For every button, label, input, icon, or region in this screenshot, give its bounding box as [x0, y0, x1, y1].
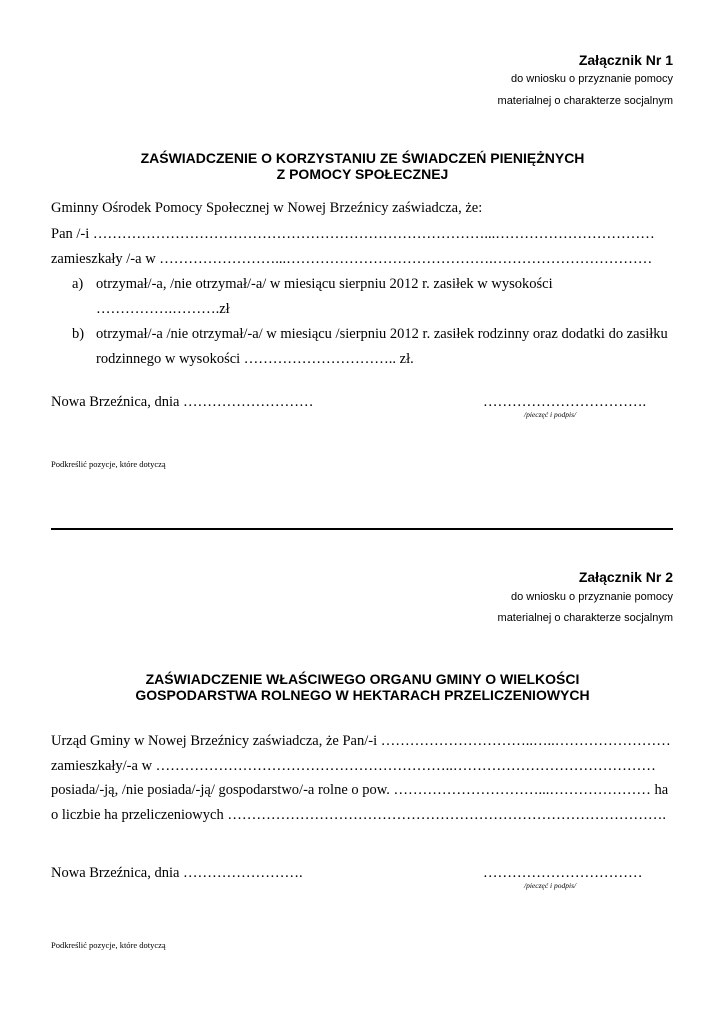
item-b-marker: b) — [72, 326, 85, 342]
certificate-1-place-date: Nowa Brzeźnica, dnia ……………………… — [51, 394, 314, 410]
certificate-1-pan-field: Pan /-i ………………………………………………………………………...…………………………… — [51, 226, 655, 242]
certificate-2-place-date: Nowa Brzeźnica, dnia ……………………. — [51, 865, 303, 881]
item-b-text: otrzymał/-a /nie otrzymał/-a/ w miesiącu /sierpniu 2012 r. zasiłek rodzinny oraz dodatki do zasiłku — [96, 326, 668, 342]
certificate-2-signature-caption: /pieczęć i podpis/ — [524, 881, 577, 890]
certificate-1-address-field: zamieszkały /-a w ……………………...…………………………………….…………………………… — [51, 251, 653, 267]
certificate-1-signature-line: ……………………………. — [483, 394, 647, 410]
attachment-2-subtitle-line-2: materialnej o charakterze socjalnym — [497, 612, 673, 624]
certificate-1-note: Podkreślić pozycje, które dotyczą — [51, 459, 166, 469]
certificate-1-signature-caption: /pieczęć i podpis/ — [524, 410, 577, 419]
certificate-1-heading-line-2: Z POMOCY SPOŁECZNEJ — [276, 166, 449, 182]
certificate-2-line-2: zamieszkały/-a w ……………………………………………………..…………………………………… — [51, 758, 656, 774]
attachment-1-title: Załącznik Nr 1 — [578, 52, 673, 68]
section-divider — [51, 528, 673, 530]
certificate-2-signature-line: …………………………… — [483, 865, 643, 881]
certificate-2-heading-line-1: ZAŚWIADCZENIE WŁAŚCIWEGO ORGANU GMINY O WIELKOŚCI — [145, 671, 580, 687]
item-a-amount-field: …………….……….zł — [96, 301, 230, 317]
certificate-1-heading-line-1: ZAŚWIADCZENIE O KORZYSTANIU ZE ŚWIADCZEŃ PIENIĘŻNYCH — [140, 150, 585, 166]
attachment-2-subtitle-line-1: do wniosku o przyznanie pomocy — [510, 591, 673, 603]
item-a-text: otrzymał/-a, /nie otrzymał/-a/ w miesiącu sierpniu 2012 r. zasiłek w wysokości — [96, 276, 553, 292]
certificate-2-heading-line-2: GOSPODARSTWA ROLNEGO W HEKTARACH PRZELICZENIOWYCH — [135, 687, 590, 703]
certificate-2-note: Podkreślić pozycje, które dotyczą — [51, 940, 166, 950]
attachment-1-subtitle-line-1: do wniosku o przyznanie pomocy — [510, 73, 673, 85]
certificate-2-line-4: o liczbie ha przeliczeniowych ………………………………………………………………………………. — [51, 807, 666, 823]
item-a-marker: a) — [72, 276, 84, 292]
certificate-1-intro: Gminny Ośrodek Pomocy Społecznej w Nowej Brzeźnicy zaświadcza, że: — [51, 200, 483, 216]
certificate-2-line-1: Urząd Gminy w Nowej Brzeźnicy zaświadcza, że Pan/-i …………………………..…..…………………… — [51, 733, 671, 749]
certificate-2-line-3: posiada/-ją, /nie posiada/-ją/ gospodarstwo/-a rolne o pow. …………………………...………………… ha — [51, 782, 669, 798]
attachment-1-subtitle-line-2: materialnej o charakterze socjalnym — [497, 95, 673, 107]
item-b-amount-field: rodzinnego w wysokości ………………………….. zł. — [96, 351, 414, 367]
attachment-2-title: Załącznik Nr 2 — [578, 569, 673, 585]
